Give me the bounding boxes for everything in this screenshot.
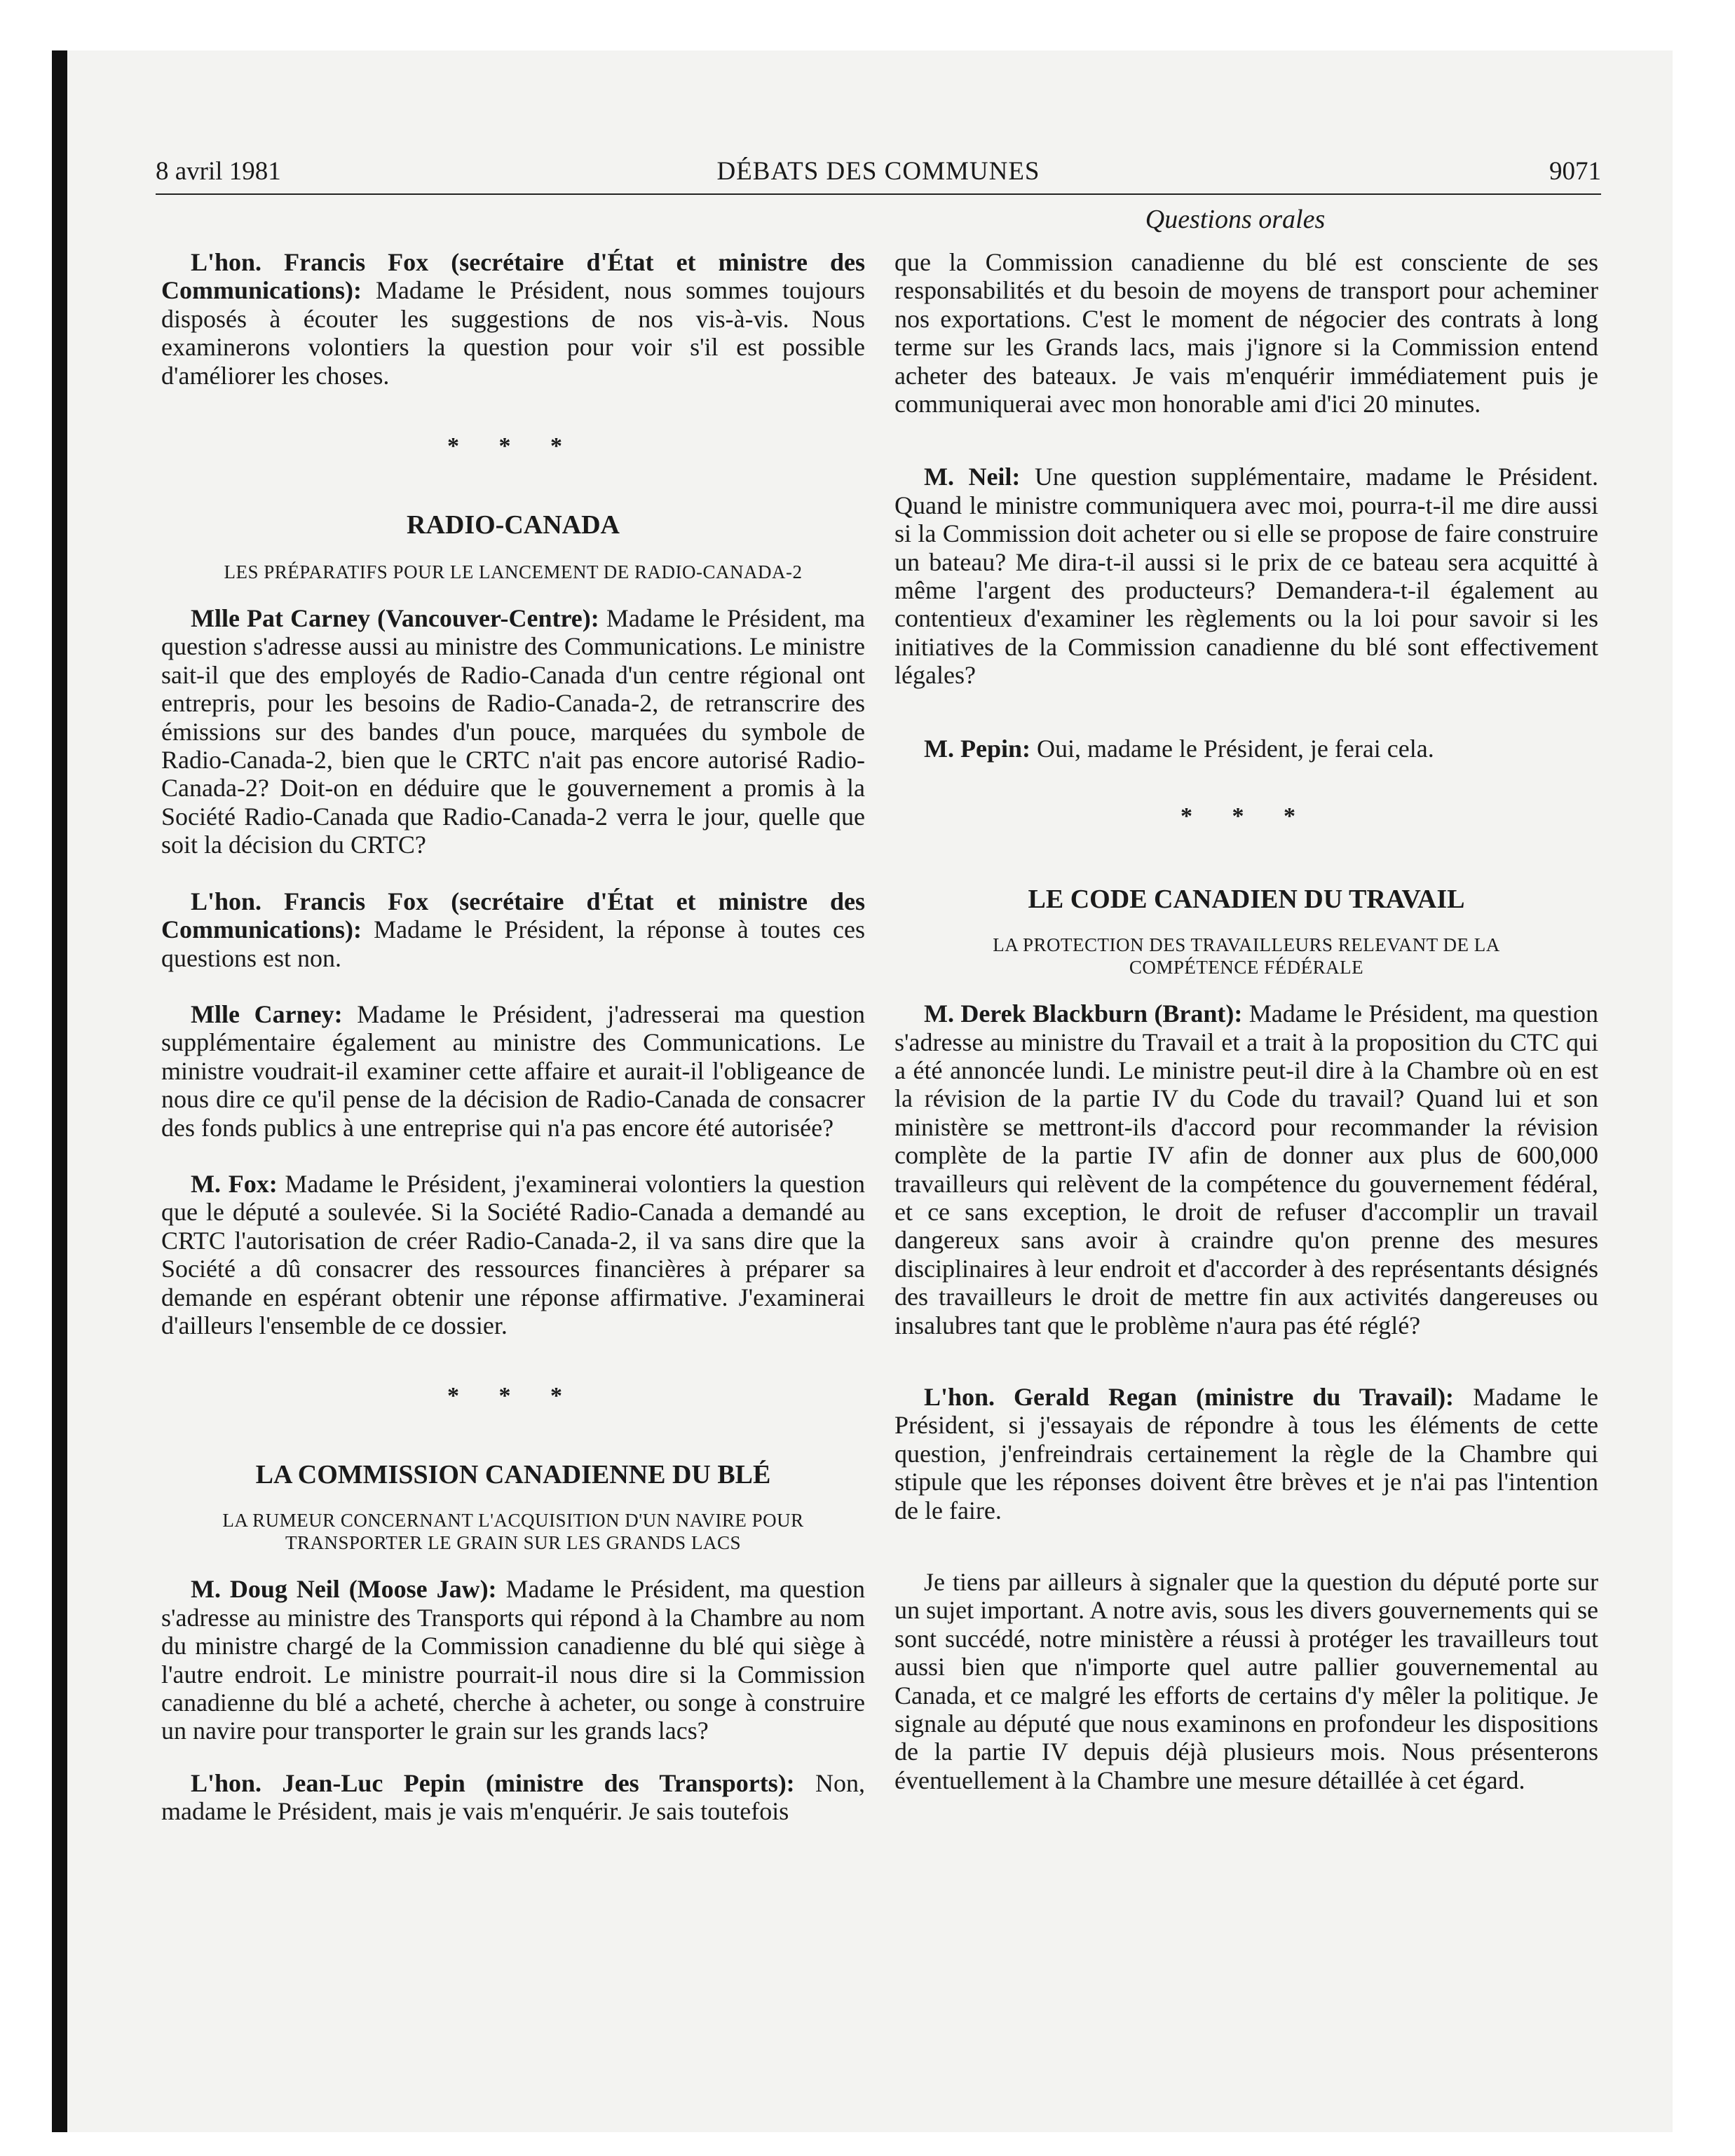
- paragraph-text: Madame le Président, ma question s'adresse aussi au ministre des Communications. Le ministre sait-il que des employés de Radio-Canada d'un centre régional ont entrepris, pour les besoins de Radio-Canada-2, de retranscrire des émissions sur des bandes d'un pouce, marquées du symbole de Radio-Canada-2, bien que le CRTC n'ait pas encore autorisé Radio-Canada-2? Doit-on en déduire que le gouvernement a promis à la Société Radio-Canada que Radio-Canada-2 verra le jour, quelle que soit la décision du CRTC?: [161, 604, 866, 859]
- paragraph: [161, 248, 865, 390]
- paragraph-text: Non, madame le Président, mais je vais m'enquérir. Je sais toutefois: [161, 1768, 866, 1826]
- paragraph: [894, 248, 1598, 418]
- speaker-name: M. Neil:: [924, 463, 1021, 491]
- speaker-name: L'hon. Francis Fox (secrétaire d'État et ministre des Communications):: [161, 887, 865, 944]
- paragraph: [894, 999, 1598, 1339]
- paragraph-text: Madame le Président, ma question s'adresse au ministre du Travail et a trait à la proposition du CTC qui a été annoncée lundi. Le ministre peut-il dire à la Chambre où en est la révision de la partie IV du Code du travail? Quand lui et son ministère se mettront-ils d'accord pour recommander la révision complète de la partie IV afin de donner aux plus de 600,000 travailleurs qui relèvent de la compétence du gouvernement fédéral, et ce sans exception, le droit de refuser d'accomplir un travail dangereux sans avoir à craindre qu'on prenne des mesures disciplinaires à leur endroit et d'accorder à des représentants désignés des travailleurs le droit de mettre fin aux activités dangereuses ou insalubres tant que le problème n'aura pas été réglé?: [894, 999, 1598, 1339]
- speaker-name: L'hon. Francis Fox (secrétaire d'État et ministre des Communications):: [161, 248, 865, 305]
- paragraph-text: Madame le Président, j'adresserai ma question supplémentaire également au ministre des Communications. Le ministre voudrait-il examiner cette affaire et aurait-il l'obligeance de nous dire ce qu'il pense de la décision de Radio-Canada de consacrer des fonds publics à une entreprise qui n'a pas encore été autorisée?: [161, 999, 865, 1142]
- paragraph: [161, 887, 865, 972]
- paragraph-text: Madame le Président, si j'essayais de répondre à tous les éléments de cette question, j'enfreindrais certainement la règle de la Chambre qui stipule que les réponses doivent être brèves et je n'ai pas l'intention de le faire.: [894, 1382, 1598, 1524]
- speaker-name: M. Pepin:: [924, 734, 1030, 763]
- header-date: 8 avril 1981: [156, 157, 281, 186]
- left-column: [161, 238, 865, 1826]
- section-title: RADIO-CANADA: [407, 510, 620, 540]
- paragraph-text: Je tiens par ailleurs à signaler que la question du député porte sur un sujet important. A notre avis, sous les divers gouvernements qui se sont succédé, notre ministère a réussi à protéger les travailleurs tout aussi bien que n'importe quel autre pallier gouvernemental au Canada, et ce malgré les efforts de certains d'y mêler la politique. Je signale au député que nous examinons en profondeur les dispositions de la partie IV depuis déjà plusieurs mois. Nous présenterons éventuellement à la Chambre une mesure détaillée à cet égard.: [894, 1568, 1598, 1794]
- speaker-name: Mlle Carney:: [191, 999, 343, 1028]
- speaker-name: M. Doug Neil (Moose Jaw):: [191, 1575, 497, 1604]
- paragraph-text: que la Commission canadienne du blé est consciente de ses responsabilités et du besoin de moyens de transport pour acheminer nos exportations. C'est le moment de négocier des contrats à long terme sur les Grands lacs, mais j'ignore si la Commission entend acheter des bateaux. Je vais m'enquérir immédiatement puis je communiquerai avec mon honorable ami d'ici 20 minutes.: [894, 248, 1598, 418]
- section-subtitle: LES PRÉPARATIFS POUR LE LANCEMENT DE RADIO-CANADA-2: [224, 561, 803, 583]
- paragraph: [161, 1769, 865, 1826]
- paragraph-text: Une question supplémentaire, madame le Président. Quand le ministre communiquera avec moi, pourra-t-il me dire aussi si la Commission doit acheter ou si elle se propose de faire construire un bateau? Me dira-t-il aussi si le prix de ce bateau sera acquitté à même l'argent des producteurs? Demandera-t-il également au contentieux d'examiner les règlements ou la loi pour savoir si les initiatives de la Commission canadienne du blé sont effectivement légales?: [894, 463, 1599, 690]
- paragraph-text: Madame le Président, la réponse à toutes ces questions est non.: [161, 915, 866, 972]
- page-header: [156, 156, 1601, 195]
- speaker-name: Mlle Pat Carney (Vancouver-Centre):: [191, 604, 599, 633]
- section-separator: * * *: [1181, 803, 1312, 830]
- right-column: [894, 238, 1598, 1794]
- paragraph-text: Oui, madame le Président, je ferai cela.: [1036, 734, 1434, 763]
- section-running-head: Questions orales: [1145, 205, 1326, 234]
- paragraph: [161, 1170, 865, 1339]
- paragraph: [161, 1000, 865, 1142]
- section-subtitle: LA PROTECTION DES TRAVAILLEURS RELEVANT DE LA COMPÉTENCE FÉDÉRALE: [993, 934, 1500, 978]
- header-title: DÉBATS DES COMMUNES: [716, 157, 1040, 186]
- section-subtitle: LA RUMEUR CONCERNANT L'ACQUISITION D'UN NAVIRE POUR TRANSPORTER LE GRAIN SUR LES GRANDS LACS: [222, 1510, 804, 1554]
- speaker-name: M. Fox:: [191, 1169, 278, 1198]
- paragraph: [161, 604, 865, 859]
- section-title: LA COMMISSION CANADIENNE DU BLÉ: [255, 1460, 771, 1490]
- paragraph: [161, 1575, 865, 1745]
- section-separator: * * *: [447, 433, 579, 460]
- paragraph: [894, 1383, 1598, 1524]
- paragraph-text: Madame le Président, nous sommes toujours disposés à écouter les suggestions de nos vis-à-vis. Nous examinerons volontiers la question pour voir s'il est possible d'améliorer les choses.: [161, 276, 866, 390]
- scan-edge-bar: [52, 50, 67, 2132]
- paragraph-text: Madame le Président, j'examinerai volontiers la question que le député a soulevée. Si la Société Radio-Canada a demandé au CRTC l'autorisation de créer Radio-Canada-2, il va sans dire que la Société a dû consacrer des ressources financières à préparer sa demande en espérant obtenir une réponse affirmative. J'examinerai d'ailleurs l'ensemble de ce dossier.: [161, 1169, 866, 1339]
- paragraph: [894, 1568, 1598, 1794]
- header-page-number: 9071: [1549, 157, 1601, 186]
- paragraph: [894, 463, 1598, 689]
- section-title: LE CODE CANADIEN DU TRAVAIL: [1028, 885, 1465, 915]
- paragraph: [894, 735, 1598, 763]
- speaker-name: L'hon. Jean-Luc Pepin (ministre des Transports):: [191, 1768, 795, 1797]
- speaker-name: M. Derek Blackburn (Brant):: [924, 999, 1243, 1028]
- paragraph-text: Madame le Président, ma question s'adresse au ministre des Transports qui répond à la Chambre au nom du ministre chargé de la Commission canadienne du blé qui siège à l'autre endroit. Le ministre pourrait-il nous dire si la Commission canadienne du blé a acheté, cherche à acheter, ou songe à construire un navire pour transporter le grain sur les grands lacs?: [161, 1575, 866, 1745]
- speaker-name: L'hon. Gerald Regan (ministre du Travail):: [924, 1382, 1455, 1411]
- section-separator: * * *: [447, 1383, 579, 1410]
